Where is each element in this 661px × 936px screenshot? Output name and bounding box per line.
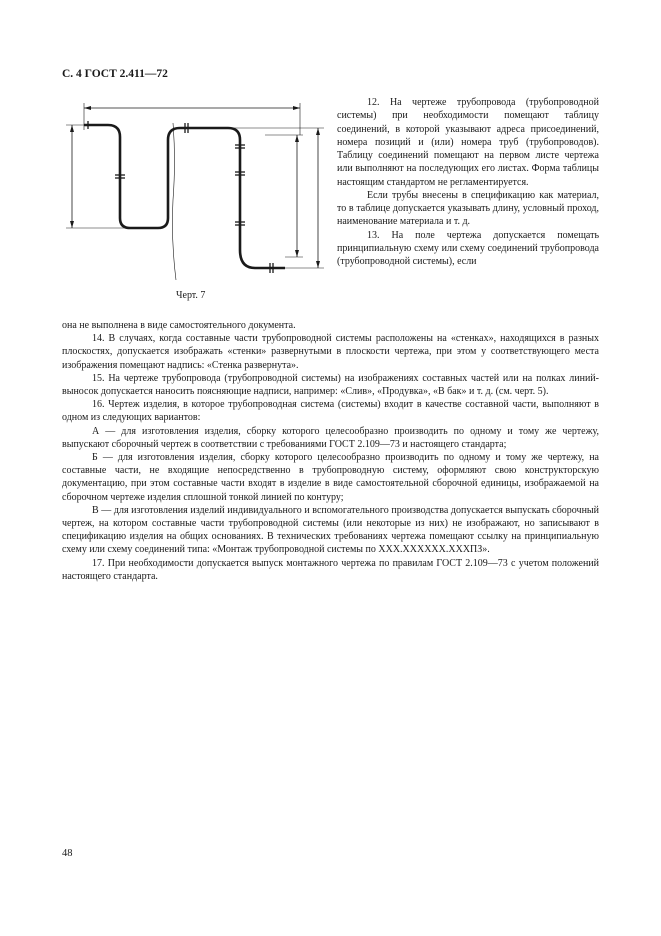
pipeline-drawing xyxy=(60,100,330,280)
paragraph-17: 17. При необходимости допускается выпуск монтажного чертежа по правилам ГОСТ 2.109—73 с учетом положений настоящего стандарта. xyxy=(62,557,599,582)
paragraph-16-a: А — для изготовления изделия, сборку которого целесообразно производить по одному и тому же чертежу, выпускают сборочный чертеж в соответствии с требованиями ГОСТ 2.109—73 и настоящего стандарта; xyxy=(62,425,599,450)
right-column-text xyxy=(337,96,599,268)
paragraph-12-cont: Если трубы внесены в спецификацию как материал, то в таблице допускается указывать длину, условный проход, наименование материала и т. д. xyxy=(337,189,599,228)
page-number: 48 xyxy=(62,848,73,859)
paragraph-13-cont: она не выполнена в виде самостоятельного документа. xyxy=(62,320,296,331)
page-header: С. 4 ГОСТ 2.411—72 xyxy=(62,68,168,80)
paragraph-16-v: В — для изготовления изделий индивидуального и вспомогательного производства допускается выпускать сборочный чертеж, на котором составные части трубопроводной системы (или некоторые из них) не изображают, но записывают в спецификацию изделия на общих основаниях. В технических требованиях чертежа помещают ссылку на принципиальную схему или схему соединений типа: «Монтаж трубопроводной системы по ХХХ.ХХХХХХ.ХХХПЗ». xyxy=(62,504,599,556)
paragraph-12: 12. На чертеже трубопровода (трубопроводной системы) при необходимости помещают таблицу соединений, в которой указывают адреса присоединений, номера позиций и (или) номера труб (трубопроводов). Таблицу соединений помещают на первом листе чертежа или выполняют на последующих его листах. Форма таблицы настоящим стандартом не регламентируется. xyxy=(337,97,599,188)
paragraph-16-b: Б — для изготовления изделия, сборку которого целесообразно производить по одному и тому же чертежу, на составные части, не входящие непосредственно в трубопроводную систему, оформляют свою конструкторскую документацию, при этом составные части входят в изделие в виде самостоятельной сборочной единицы, изображаемой на сборочном чертеже изделия сплошной тонкой линией по контуру; xyxy=(62,452,599,503)
figure-caption: Черт. 7 xyxy=(176,290,206,301)
paragraph-13: 13. На поле чертежа допускается помещать принципиальную схему или схему соединений трубопровода (трубопроводной системы), если xyxy=(337,229,599,267)
paragraph-15: 15. На чертеже трубопровода (трубопроводной системы) на изображениях составных частей или на полках линий-выносок допускается наносить поясняющие надписи, например: «Слив», «Продувка», «В бак» и т. д. (см. черт. 5). xyxy=(62,372,599,398)
paragraph-14: 14. В случаях, когда составные части трубопроводной системы расположены на «стенках», находящихся в разных плоскостях, допускается изображать «стенки» развернутыми в плоскости чертежа, при этом у соответствующего места изображения помещают надпись: «Стенка развернута». xyxy=(62,333,599,371)
body-text xyxy=(62,319,599,583)
paragraph-16: 16. Чертеж изделия, в которое трубопроводная система (системы) входит в качестве составной части, выполняют в одном из следующих вариантов: xyxy=(62,399,599,424)
